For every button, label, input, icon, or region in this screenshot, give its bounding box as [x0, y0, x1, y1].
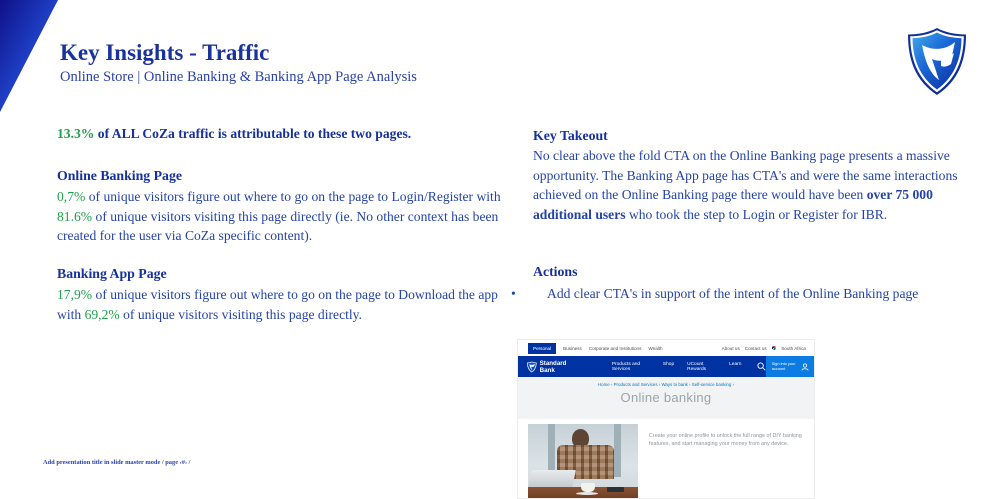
slide-footer: Add presentation title in slide master mode / page ‹#› /	[43, 459, 191, 466]
obp-percentage-2: 81.6%	[57, 208, 93, 224]
online-banking-page-paragraph	[57, 187, 509, 246]
bullet-marker: •	[511, 286, 516, 301]
takeout-text-2: who took the step to Login or Register for IBR.	[625, 206, 888, 222]
search-icon[interactable]	[757, 362, 766, 371]
bap-percentage-2: 69,2%	[84, 306, 120, 322]
actions-heading: Actions	[533, 264, 578, 279]
breadcrumb[interactable]: Home › Products and Services › Ways to bank › Self-service banking ›	[598, 382, 734, 387]
online-banking-page-heading: Online Banking Page	[57, 168, 182, 183]
corner-accent-shape	[0, 0, 58, 112]
takeout-highlight: over 75 000 additional users	[533, 187, 933, 222]
bap-text-1: of unique visitors figure out where to go on the page to Download the app with	[57, 287, 498, 322]
tab-corporate[interactable]: Corporate and Institutions	[588, 345, 642, 351]
obp-text-1: of unique visitors figure out where to go on the page to Login/Register with	[85, 189, 501, 204]
utility-nav-right	[722, 346, 814, 351]
slide-title: Key Insights - Traffic	[60, 40, 270, 65]
person-icon	[801, 363, 809, 371]
photo-coffee-cup	[581, 483, 595, 492]
nav-ucount-rewards[interactable]: UCount Rewards	[687, 361, 707, 372]
nav-shop[interactable]: Shop	[662, 361, 675, 367]
slide-subtitle: Online Store | Online Banking & Banking App Page Analysis	[60, 69, 417, 85]
nav-products-services[interactable]: Products and Services	[611, 361, 641, 372]
lead-text: of ALL CoZa traffic is attributable to these two pages.	[94, 126, 412, 141]
photo-window-frame	[614, 424, 621, 477]
nav-learn[interactable]: Learn	[729, 361, 742, 367]
key-takeout-paragraph	[533, 146, 977, 224]
obp-percentage-1: 0,7%	[57, 189, 86, 204]
nav-links	[612, 362, 742, 372]
hero-photo	[528, 424, 638, 499]
tab-wealth[interactable]: Wealth	[648, 345, 663, 351]
utility-nav	[518, 340, 814, 356]
sign-in-label: Sign into your account	[771, 360, 796, 371]
hero-banner	[518, 377, 814, 419]
hero-description: Create your online profile to unlock the full range of DIY banking features, and start managing your money from any device.	[649, 433, 802, 448]
brand-name: Standard Bank	[539, 359, 567, 374]
region-label[interactable]: South Africa	[781, 345, 806, 351]
bap-percentage-1: 17,9%	[57, 287, 93, 302]
obp-text-2: of unique visitors visiting this page directly (ie. No other context has been created for the user via CoZa specific content).	[57, 208, 499, 243]
photo-laptop	[528, 470, 576, 488]
banking-app-page-paragraph	[57, 285, 525, 324]
sign-in-button[interactable]	[766, 356, 814, 377]
nav-brand[interactable]	[527, 360, 578, 374]
main-nav	[518, 356, 814, 377]
key-takeout-heading: Key Takeout	[533, 128, 608, 143]
photo-saucer	[576, 492, 598, 495]
actions-bullet-item	[511, 284, 981, 304]
lead-insight	[57, 124, 517, 144]
photo-phone	[607, 487, 624, 492]
banking-app-page-heading: Banking App Page	[57, 266, 167, 281]
takeout-text-1: No clear above the fold CTA on the Online Banking page presents a massive opportunity. The Banking App page has CTA's and were the same interactions achieved on the Online Banking page there would have been	[533, 148, 958, 202]
standard-bank-logo	[908, 28, 966, 95]
standard-bank-shield-icon	[527, 361, 537, 373]
south-africa-flag-icon	[772, 346, 777, 351]
about-us-link[interactable]: About us	[721, 345, 740, 351]
lead-percentage: 13.3%	[57, 126, 95, 141]
contact-us-link[interactable]: Contact us	[744, 345, 767, 351]
hero-page-title: Online banking	[620, 390, 712, 405]
bap-text-2: of unique visitors visiting this page directly.	[119, 306, 362, 322]
hero-content	[518, 419, 814, 499]
action-item-text: Add clear CTA's in support of the intent of the Online Banking page	[547, 286, 919, 301]
webpage-screenshot	[517, 339, 815, 499]
tab-business[interactable]: Business	[563, 345, 582, 351]
tab-personal[interactable]: Personal	[528, 343, 556, 354]
